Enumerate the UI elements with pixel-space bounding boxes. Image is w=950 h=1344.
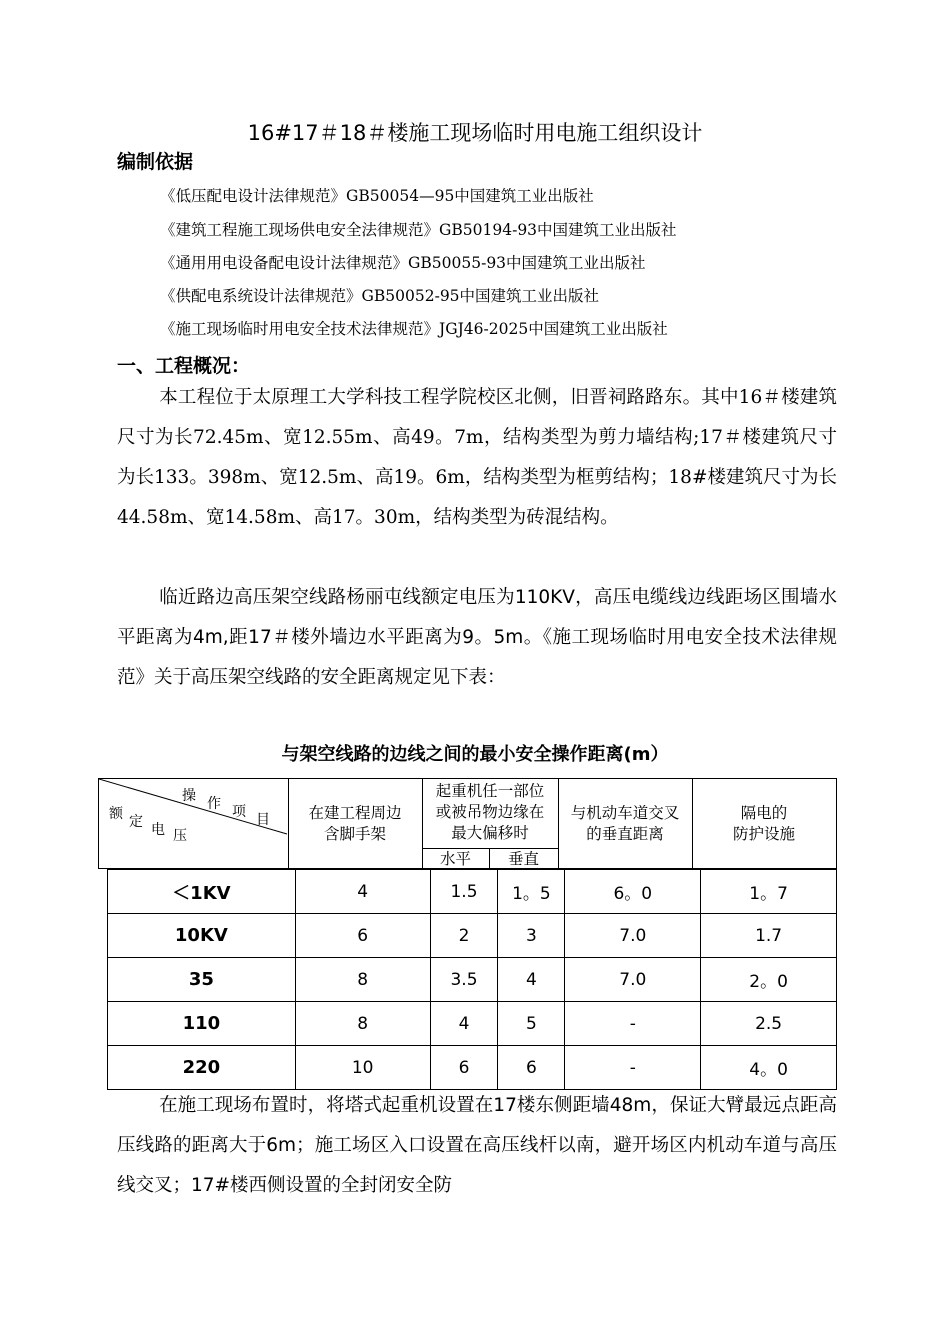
reference-item: 《低压配电设计法律规范》GB50054—95中国建筑工业出版社	[160, 187, 594, 205]
value-cell: -	[565, 1002, 701, 1046]
value-cell: 1.5	[430, 870, 498, 914]
value-cell: 8	[295, 1002, 430, 1046]
overview-heading: 一、工程概况：	[117, 355, 251, 377]
basis-heading: 编制依据	[117, 151, 194, 173]
header-line: 含脚手架	[323, 824, 386, 843]
value-cell: 3.5	[430, 958, 498, 1002]
table-row	[108, 870, 837, 914]
header-line: 防护设施	[732, 824, 795, 843]
voltage-cell: ＜1KV	[108, 870, 296, 914]
diag-top-char: 目	[256, 812, 270, 828]
distance-table	[107, 869, 837, 1090]
header-line: 起重机任一部位	[435, 782, 545, 800]
reference-item: 《建筑工程施工现场供电安全法律规范》GB50194-93中国建筑工业出版社	[160, 221, 677, 239]
value-cell: 6。0	[565, 870, 701, 914]
diag-top-char: 操	[182, 788, 196, 804]
value-cell: 1。5	[498, 870, 565, 914]
table-row	[108, 958, 837, 1002]
value-cell: 2。0	[701, 958, 837, 1002]
value-cell: 10	[295, 1046, 430, 1090]
header-line: 在建工程周边	[308, 803, 402, 822]
table-header	[98, 778, 837, 869]
value-cell: -	[565, 1046, 701, 1090]
diag-bottom-char: 额	[109, 806, 123, 822]
diagonal-header-cell	[99, 779, 289, 868]
overview-paragraph-1: 本工程位于太原理工大学科技工程学院校区北侧，旧晋祠路路东。其中16＃楼建筑尺寸为长72.45m、宽12.55m、高49。7m，结构类型为剪力墙结构;17＃楼建筑尺寸为长133。398m、宽12.5m、高19。6m，结构类型为框剪结构；18#楼建筑尺寸为长44.58m、宽14.58m、高17。30m，结构类型为砖混结构。	[117, 387, 837, 528]
header-col-isolation	[692, 779, 836, 868]
header-col-building-perimeter	[288, 779, 423, 868]
header-line: 隔电的	[740, 803, 788, 822]
header-line: 的垂直距离	[586, 824, 664, 843]
diag-top-char: 项	[232, 804, 246, 820]
diag-bottom-char: 压	[173, 828, 187, 844]
voltage-cell: 35	[108, 958, 296, 1002]
value-cell: 2	[430, 914, 498, 958]
value-cell: 4	[430, 1002, 498, 1046]
overview-paragraph-2: 临近路边高压架空线路杨丽屯线额定电压为110KV，高压电缆线边线距场区围墙水平距离为4m,距17＃楼外墙边水平距离为9。5m。《施工现场临时用电安全技术法律规范》关于高压架空线路的安全距离规定见下表：	[117, 587, 837, 688]
value-cell: 1.7	[701, 914, 837, 958]
table-caption: 与架空线路的边线之间的最小安全操作距离(m）	[281, 744, 669, 765]
value-cell: 5	[498, 1002, 565, 1046]
reference-item: 《供配电系统设计法律规范》GB50052-95中国建筑工业出版社	[160, 287, 600, 305]
voltage-cell: 220	[108, 1046, 296, 1090]
voltage-cell: 10KV	[108, 914, 296, 958]
value-cell: 4	[295, 870, 430, 914]
value-cell: 1。7	[701, 870, 837, 914]
header-line: 或被吊物边缘在	[435, 803, 545, 821]
header-line: 最大偏移时	[451, 824, 529, 842]
header-sub-vertical: 垂直	[507, 850, 539, 868]
diag-top-char: 作	[207, 796, 221, 812]
value-cell: 6	[498, 1046, 565, 1090]
table-row	[108, 914, 837, 958]
layout-paragraph: 在施工现场布置时，将塔式起重机设置在17楼东侧距墙48m，保证大臂最远点距高压线路的距离大于6m；施工场区入口设置在高压线杆以南，避开场区内机动车道与高压线交叉；17#楼西侧设置的全封闭安全防	[117, 1095, 837, 1196]
header-line: 与机动车道交叉	[570, 803, 680, 822]
header-col-crane	[422, 779, 559, 868]
value-cell: 4	[498, 958, 565, 1002]
value-cell: 8	[295, 958, 430, 1002]
header-sub-horizontal: 水平	[422, 849, 490, 868]
voltage-cell: 110	[108, 1002, 296, 1046]
document-title: 16#17＃18＃楼施工现场临时用电施工组织设计	[247, 121, 703, 145]
table-row	[108, 1046, 837, 1090]
diag-bottom-char: 电	[151, 822, 165, 838]
value-cell: 6	[295, 914, 430, 958]
reference-item: 《施工现场临时用电安全技术法律规范》JGJ46-2025中国建筑工业出版社	[160, 320, 668, 338]
reference-item: 《通用用电设备配电设计法律规范》GB50055-93中国建筑工业出版社	[160, 254, 646, 272]
diag-bottom-char: 定	[129, 814, 143, 830]
value-cell: 2.5	[701, 1002, 837, 1046]
value-cell: 7.0	[565, 914, 701, 958]
value-cell: 3	[498, 914, 565, 958]
value-cell: 6	[430, 1046, 498, 1090]
header-col-vehicle-crossing	[558, 779, 693, 868]
value-cell: 4。0	[701, 1046, 837, 1090]
value-cell: 7.0	[565, 958, 701, 1002]
table-row	[108, 1002, 837, 1046]
